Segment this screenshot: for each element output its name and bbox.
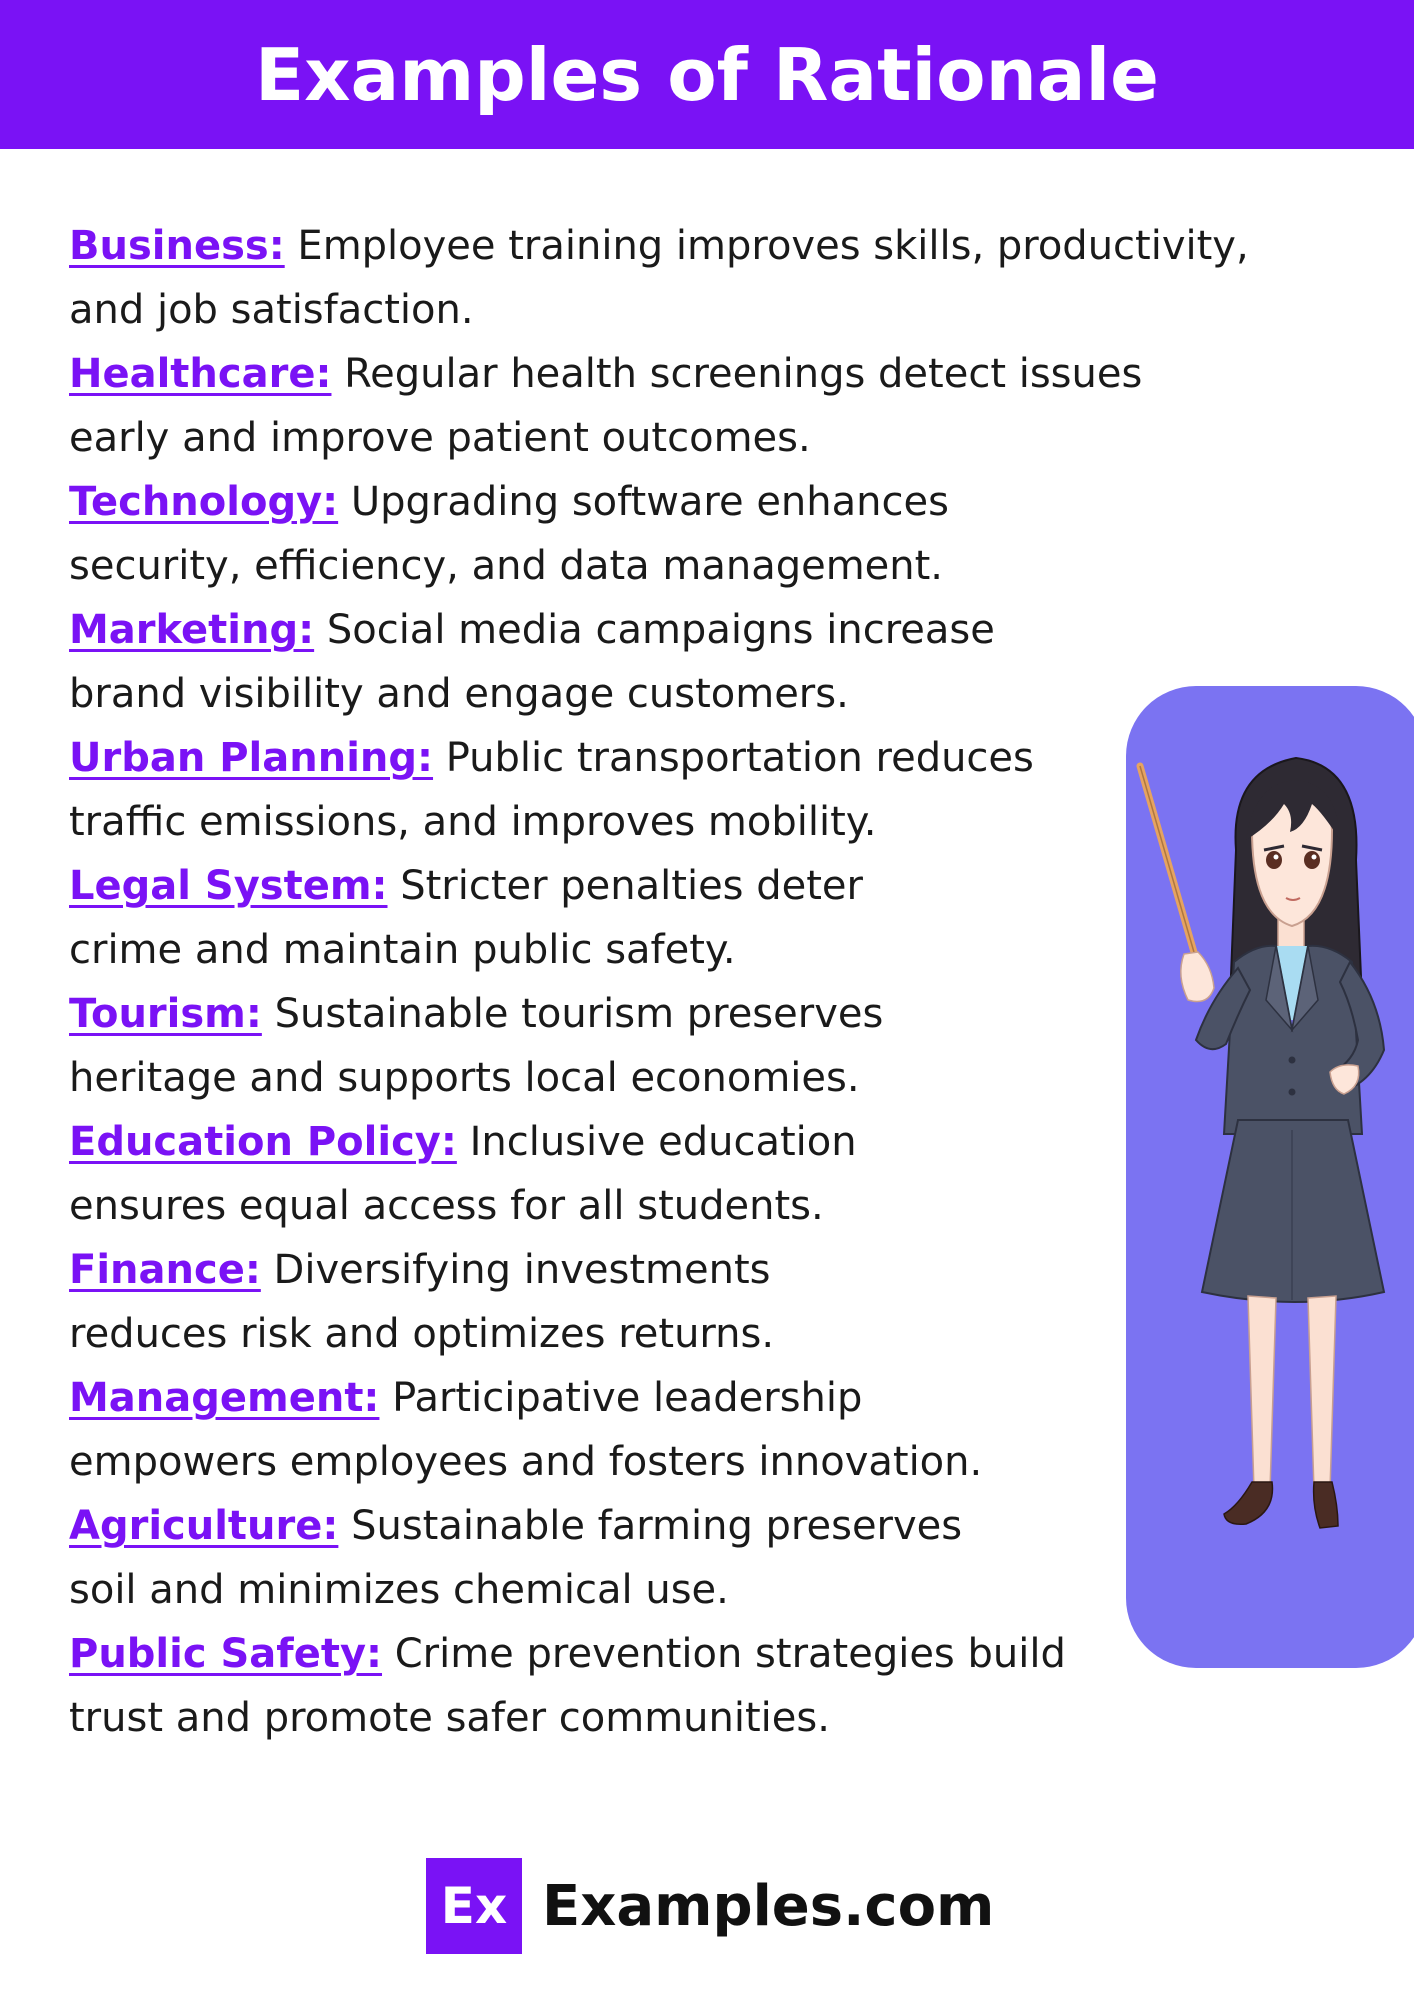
- item-label[interactable]: Legal System:: [69, 863, 388, 909]
- item-text: Inclusive education: [456, 1119, 857, 1165]
- item-text: Participative leadership: [379, 1375, 863, 1421]
- item-text: Regular health screenings detect issues: [331, 351, 1143, 397]
- item-label[interactable]: Technology:: [69, 479, 339, 525]
- item-label[interactable]: Urban Planning:: [69, 735, 434, 781]
- item-label[interactable]: Business:: [69, 223, 285, 269]
- item-line-2: crime and maintain public safety.: [69, 927, 736, 973]
- item-line-2: reduces risk and optimizes returns.: [69, 1311, 775, 1357]
- item-label[interactable]: Tourism:: [69, 991, 262, 1037]
- item-label[interactable]: Finance:: [69, 1247, 261, 1293]
- item-label[interactable]: Agriculture:: [69, 1503, 339, 1549]
- item-text: Employee training improves skills, productivity,: [284, 223, 1249, 269]
- item-text: Social media campaigns increase: [314, 607, 995, 653]
- list-item: [69, 214, 1329, 342]
- item-text: Upgrading software enhances: [338, 479, 949, 525]
- item-label[interactable]: Healthcare:: [69, 351, 332, 397]
- item-text: Sustainable farming preserves: [338, 1503, 963, 1549]
- item-label[interactable]: Marketing:: [69, 607, 315, 653]
- logo-text: Ex: [440, 1877, 508, 1935]
- item-line-2: trust and promote safer communities.: [69, 1695, 830, 1741]
- item-line-2: soil and minimizes chemical use.: [69, 1567, 729, 1613]
- item-text: Sustainable tourism preserves: [261, 991, 884, 1037]
- item-label[interactable]: Management:: [69, 1375, 380, 1421]
- item-line-1: [69, 342, 1329, 406]
- list-item: [69, 470, 1329, 598]
- item-line-1: [69, 470, 1329, 534]
- item-text: Public transportation reduces: [433, 735, 1034, 781]
- site-name: Examples.com: [542, 1873, 995, 1939]
- item-text: Stricter penalties deter: [387, 863, 863, 909]
- item-line-2: ensures equal access for all students.: [69, 1183, 824, 1229]
- item-line-2: empowers employees and fosters innovation.: [69, 1439, 983, 1485]
- item-text: Crime prevention strategies build: [382, 1631, 1066, 1677]
- item-line-2: heritage and supports local economies.: [69, 1055, 860, 1101]
- list-item: [69, 342, 1329, 470]
- item-label[interactable]: Education Policy:: [69, 1119, 457, 1165]
- item-line-2: traffic emissions, and improves mobility.: [69, 799, 877, 845]
- item-line-1: [69, 214, 1329, 278]
- item-line-1: [69, 598, 1329, 662]
- footer-brand[interactable]: [426, 1858, 994, 1954]
- page-title: Examples of Rationale: [254, 32, 1159, 117]
- item-line-2: and job satisfaction.: [69, 287, 474, 333]
- examples-logo-icon: [426, 1858, 522, 1954]
- page-header: [0, 0, 1414, 149]
- item-line-2: brand visibility and engage customers.: [69, 671, 849, 717]
- item-line-2: security, efficiency, and data management.: [69, 543, 944, 589]
- item-line-2: early and improve patient outcomes.: [69, 415, 811, 461]
- teacher-with-pointer-illustration: [1126, 700, 1414, 1580]
- item-label[interactable]: Public Safety:: [69, 1631, 383, 1677]
- item-text: Diversifying investments: [260, 1247, 771, 1293]
